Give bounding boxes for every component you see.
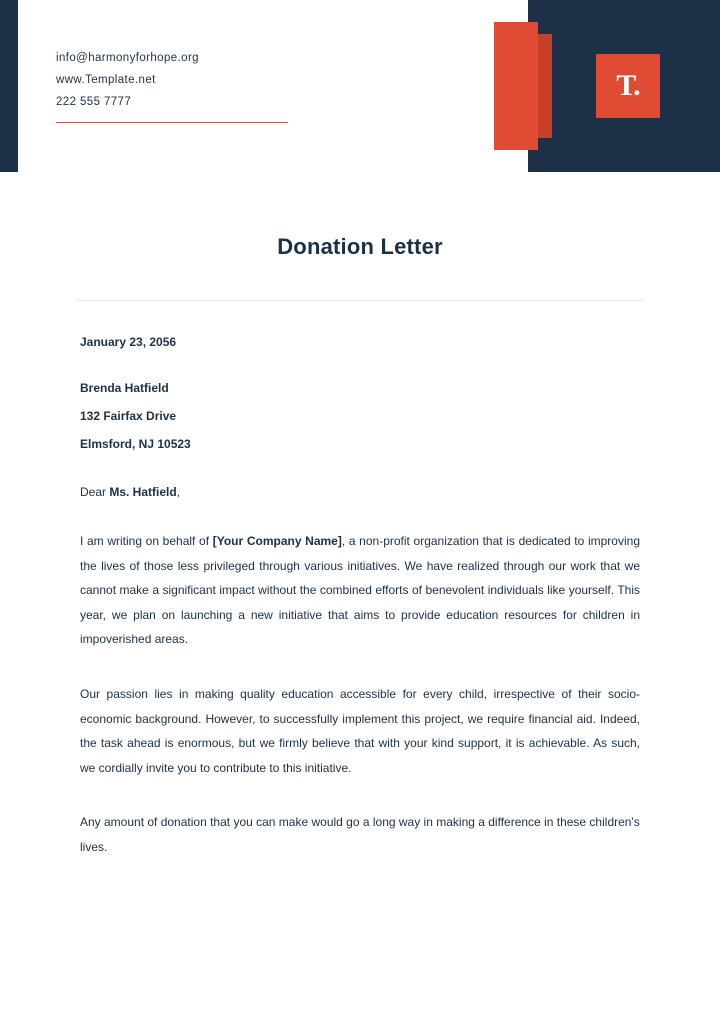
letter-date: January 23, 2056 [80, 335, 177, 349]
contact-website[interactable]: www.Template.net [56, 74, 156, 86]
salutation-suffix: , [176, 485, 181, 499]
paragraph-1-rest: , a non-profit organization that is dedicated to improving the lives of those less privileged through various initiatives. We have realized through our work that we cannot make a significant impact without the combined efforts of benevolent individuals like yourself. This year, we plan on launching a new initiative that aims to provide education resources for children in impoverished areas. [80, 534, 640, 647]
letter-body [0, 335, 720, 860]
recipient-name: Brenda Hatfield [80, 381, 169, 395]
contact-info [56, 52, 356, 118]
title-divider [76, 300, 644, 301]
contact-divider [56, 122, 288, 123]
page-title: Donation Letter [277, 234, 443, 259]
contact-phone: 222 555 7777 [56, 96, 132, 108]
recipient-address [80, 381, 640, 451]
header-red-ribbon [494, 22, 538, 150]
recipient-city-state-zip: Elmsford, NJ 10523 [80, 437, 191, 451]
header-left-accent-bar [0, 0, 18, 172]
salutation-name: Ms. Hatfield [109, 485, 177, 499]
paragraph-1-lead: I am writing on behalf of [80, 534, 213, 548]
salutation-prefix: Dear [80, 485, 110, 499]
letterhead-header [0, 0, 720, 172]
paragraph-1 [80, 529, 640, 652]
recipient-street: 132 Fairfax Drive [80, 409, 177, 423]
logo-text: T. [616, 69, 640, 102]
brand-logo [596, 54, 660, 118]
salutation [80, 485, 640, 499]
paragraph-3: Any amount of donation that you can make would go a long way in making a difference in these children's lives. [80, 815, 640, 854]
company-name-placeholder: [Your Company Name] [212, 534, 342, 548]
paragraph-2: Our passion lies in making quality education accessible for every child, irrespective of their socio-economic background. However, to successfully implement this project, we require financial aid. Indeed, the task ahead is enormous, but we firmly believe that with your kind support, it is achievable. As such, we cordially invite you to contribute to this initiative. [80, 686, 640, 775]
contact-email[interactable]: info@harmonyforhope.org [56, 52, 199, 64]
